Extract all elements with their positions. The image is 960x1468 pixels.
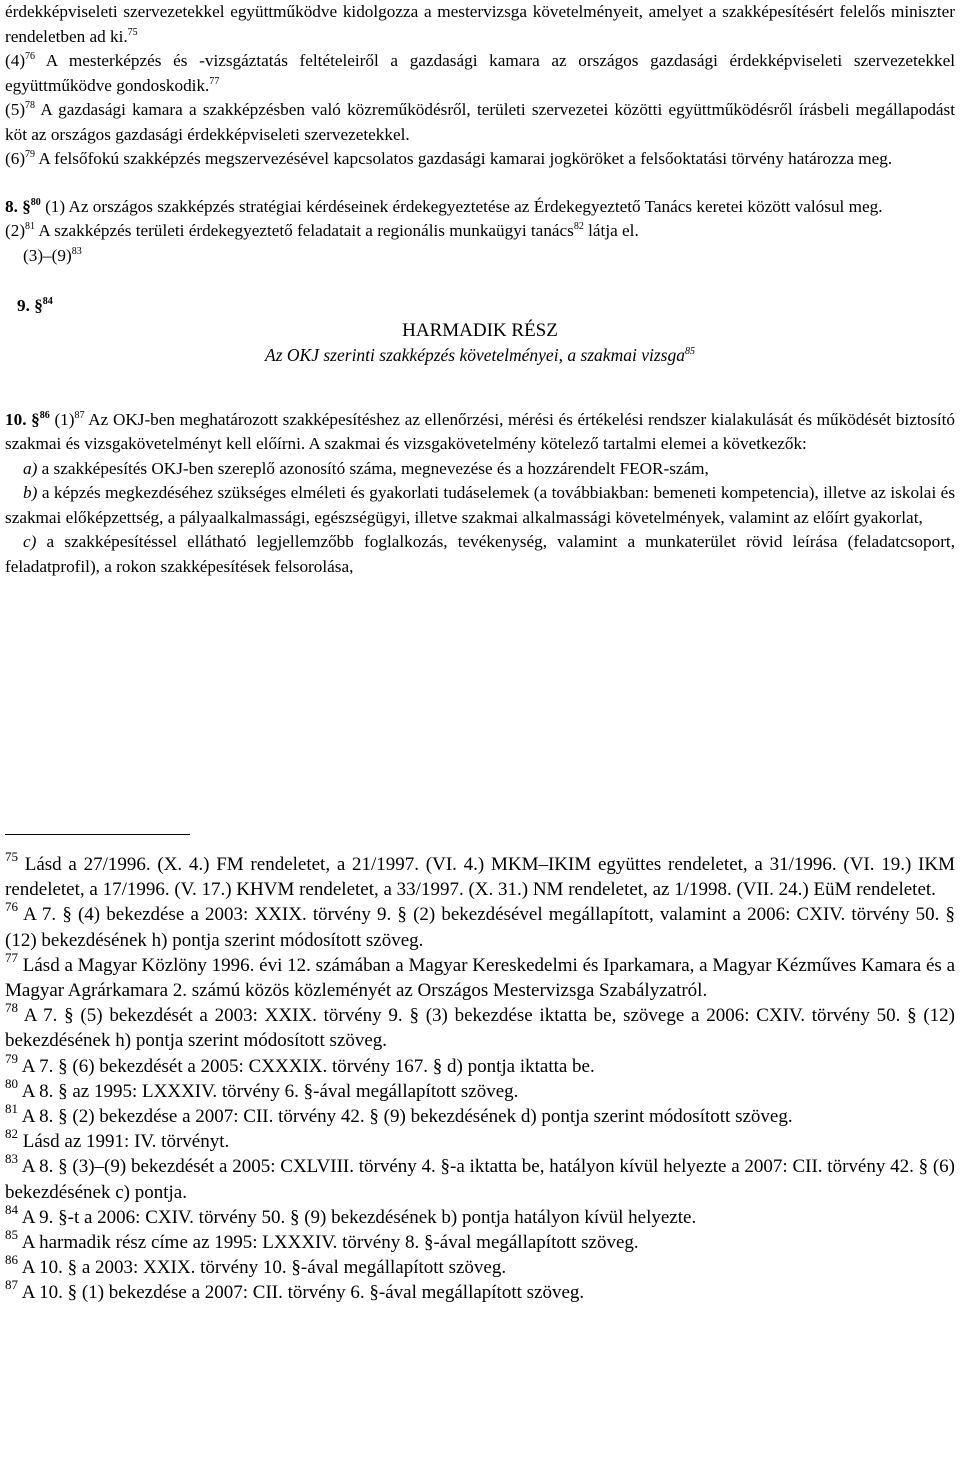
footnote-ref-79[interactable]: 79 bbox=[25, 149, 36, 160]
paragraph-label: (5) bbox=[5, 100, 26, 119]
paragraph-label: (2) bbox=[5, 221, 26, 240]
footnote-number: 80 bbox=[5, 1075, 18, 1091]
paragraph-7-6 bbox=[5, 147, 955, 172]
footnote-text: A 7. § (4) bekezdése a 2003: XXIX. törvény 9. § (2) bekezdésével megállapított, valamint a 2006: CXIV. törvény 50. § (12) bekezdésének h) pontja szerint módosított szöveg. bbox=[5, 904, 956, 951]
footnote-87 bbox=[5, 1277, 955, 1305]
list-item-label: b) bbox=[23, 483, 38, 502]
section-symbol: § bbox=[31, 409, 40, 429]
footnote-ref-87[interactable]: 87 bbox=[74, 409, 85, 421]
footnote-80 bbox=[5, 1075, 955, 1104]
paragraph-text: látja el. bbox=[588, 221, 639, 240]
paragraph-label: (1) bbox=[54, 409, 75, 429]
footnote-75 bbox=[5, 849, 955, 902]
footnote-ref-80[interactable]: 80 bbox=[30, 196, 41, 208]
footnote-ref-85[interactable]: 85 bbox=[684, 346, 695, 357]
footnote-76 bbox=[5, 899, 956, 952]
footnote-79 bbox=[5, 1050, 955, 1079]
footnote-number: 77 bbox=[5, 949, 18, 965]
section-8-paragraph-3-9 bbox=[5, 244, 955, 269]
footnote-number: 83 bbox=[5, 1151, 18, 1167]
footnote-number: 82 bbox=[5, 1126, 18, 1142]
section-8-paragraph-1 bbox=[5, 195, 955, 220]
part-subtitle bbox=[5, 343, 955, 368]
paragraph-label: (6) bbox=[5, 149, 26, 168]
section-8-paragraph-2 bbox=[5, 219, 955, 244]
section-number: 9. bbox=[17, 296, 30, 315]
footnote-81 bbox=[5, 1101, 955, 1129]
footnote-ref-84[interactable]: 84 bbox=[42, 296, 53, 307]
paragraph-text: A gazdasági kamara a szakképzésben való közreműködésről, területi szervezetei közötti együttműködésről írásbeli megállapodást köt az országos gazdasági érdekképviseleti szervezetekkel. bbox=[5, 100, 956, 144]
footnote-text: Lásd a Magyar Közlöny 1996. évi 12. számában a Magyar Kereskedelmi és Iparkamara, a Magyar Kézműves Kamara és a Magyar Agrárkamara 2. számú közös közleményét az Országos Mestervizsga Szabályzatról. bbox=[5, 954, 956, 1002]
footnote-83 bbox=[5, 1151, 956, 1204]
document-page bbox=[5, 0, 955, 579]
footnote-ref-77[interactable]: 77 bbox=[209, 75, 220, 87]
footnote-85 bbox=[5, 1227, 955, 1255]
list-item-c bbox=[5, 530, 955, 579]
section-number: 10. bbox=[5, 409, 27, 429]
list-item-label: a) bbox=[23, 458, 38, 478]
list-item-text: a képzés megkezdéséhez szükséges elméleti és gyakorlati tudáselemek (a továbbiakban: bemeneti kompetencia), illetve az iskolai és szakmai előképzettség, a pályaalkalmassági, egészségügyi, illetve szakmai alkalmassági követelmények, valamint az előírt gyakorlat, bbox=[5, 483, 956, 527]
footnote-ref-75[interactable]: 75 bbox=[127, 26, 138, 38]
paragraph-text: (1) Az országos szakképzés stratégiai kérdéseinek érdekegyeztetése az Érdekegyeztető Tanács keretei között valósul meg. bbox=[45, 196, 883, 216]
paragraph-7-3-continuation bbox=[5, 0, 955, 49]
footnote-78 bbox=[5, 1000, 955, 1053]
footnote-text: A 10. § a 2003: XXIX. törvény 10. §-ával megállapított szöveg. bbox=[21, 1257, 507, 1279]
list-item-text: a szakképesítéssel ellátható legjellemzőbb foglalkozás, tevékenység, valamint a munkaterület rövid leírása (feladatcsoport, feladatprofil), a rokon szakképesítések felsorolása, bbox=[5, 532, 956, 576]
footnote-number: 86 bbox=[5, 1252, 18, 1268]
paragraph-text: érdekképviseleti szervezetekkel együttműködve kidolgozza a mestervizsga követelményeit, amelyet a szakképesítésért felelős miniszter rendeletben ad ki. bbox=[5, 2, 955, 46]
footnote-text: A 7. § (5) bekezdését a 2003: XXIX. törvény 9. § (3) bekezdése iktatta be, szövege a 2006: CXIV. törvény 50. § (12) bekezdésének h) pontja szerint módosított szöveg. bbox=[5, 1005, 955, 1052]
section-10-paragraph-1 bbox=[5, 408, 955, 457]
footnote-ref-82[interactable]: 82 bbox=[573, 221, 584, 232]
footnote-86 bbox=[5, 1252, 955, 1280]
list-item-b bbox=[5, 481, 955, 530]
footnote-text: A 10. § (1) bekezdése a 2007: CII. törvény 6. §-ával megállapított szöveg. bbox=[21, 1282, 585, 1304]
footnote-number: 87 bbox=[5, 1277, 18, 1293]
footnotes bbox=[5, 849, 956, 1306]
paragraph-text: A szakképzés területi érdekegyeztető feladatait a regionális munkaügyi tanács bbox=[38, 221, 574, 240]
footnote-separator bbox=[5, 834, 190, 835]
paragraph-text: Az OKJ-ben meghatározott szakképesítéshez az ellenőrzési, mérési és értékelési rendszer kialakulását és működését biztosító szakmai és vizsgakövetelményt kell előírni. A szakmai és vizsgakövetelmény kötelező tartalmi elemei a következők: bbox=[5, 409, 956, 453]
footnote-text: Lásd a 27/1996. (X. 4.) FM rendeletet, a 21/1997. (VI. 4.) MKM–IKIM együttes rendeletet, a 31/1996. (VI. 19.) IKM rendeletet, a 17/1996. (V. 17.) KHVM rendeletet, a 33/1997. (X. 31.) NM rendeletet, az 1/1998. (VII. 24.) EüM rendeletet. bbox=[5, 854, 955, 901]
footnote-text: A 7. § (6) bekezdését a 2005: CXXXIX. törvény 167. § d) pontja iktatta be. bbox=[21, 1055, 595, 1077]
footnote-ref-76[interactable]: 76 bbox=[25, 51, 36, 62]
footnote-text: A 8. § (3)–(9) bekezdését a 2005: CXLVIII. törvény 4. §-a iktatta be, hatályon kívül helyezte a 2007: CII. törvény 42. § (6) bekezdésének c) pontja. bbox=[5, 1156, 956, 1203]
footnote-ref-86[interactable]: 86 bbox=[39, 409, 50, 421]
paragraph-text: A felsőfokú szakképzés megszervezésével kapcsolatos gazdasági kamarai jogköröket a felsőoktatási törvény határozza meg. bbox=[38, 149, 893, 168]
paragraph-7-5 bbox=[5, 98, 955, 147]
footnote-number: 79 bbox=[5, 1050, 18, 1066]
footnote-text: A 8. § az 1995: LXXXIV. törvény 6. §-ával megállapított szöveg. bbox=[21, 1080, 519, 1102]
footnote-84 bbox=[5, 1201, 955, 1230]
paragraph-7-4 bbox=[5, 49, 955, 98]
section-9 bbox=[5, 294, 955, 319]
footnote-number: 84 bbox=[5, 1201, 18, 1217]
footnote-number: 76 bbox=[5, 899, 18, 915]
footnote-number: 81 bbox=[5, 1101, 18, 1117]
section-symbol: § bbox=[34, 296, 43, 315]
paragraph-text: A mesterképzés és -vizsgáztatás feltételeiről a gazdasági kamara az országos gazdasági érdekképviseleti szervezetekkel együttműködve gondoskodik. bbox=[5, 51, 955, 95]
list-item-a bbox=[5, 457, 955, 482]
footnote-text: Lásd az 1991: IV. törvényt. bbox=[22, 1131, 230, 1153]
section-symbol: § bbox=[22, 196, 31, 216]
footnote-number: 78 bbox=[5, 1000, 18, 1016]
footnote-text: A 9. §-t a 2006: CXIV. törvény 50. § (9) bekezdésének b) pontja hatályon kívül helyezte. bbox=[21, 1206, 697, 1228]
footnote-82 bbox=[5, 1126, 955, 1154]
footnote-ref-78[interactable]: 78 bbox=[25, 100, 36, 111]
paragraph-label: (3)–(9) bbox=[23, 245, 72, 265]
footnote-ref-83[interactable]: 83 bbox=[71, 245, 82, 257]
footnote-number: 75 bbox=[5, 849, 18, 864]
part-subtitle-text: Az OKJ szerinti szakképzés követelményei, a szakmai vizsga bbox=[265, 345, 685, 365]
list-item-text: a szakképesítés OKJ-ben szereplő azonosító száma, megnevezése és a hozzárendelt FEOR-szám, bbox=[41, 458, 709, 478]
paragraph-label: (4) bbox=[5, 51, 26, 70]
section-number: 8. bbox=[5, 196, 18, 216]
footnote-text: A 8. § (2) bekezdése a 2007: CII. törvény 42. § (9) bekezdésének d) pontja szerint módosított szöveg. bbox=[21, 1106, 793, 1128]
list-item-label: c) bbox=[23, 532, 37, 551]
footnote-77 bbox=[5, 949, 956, 1003]
footnote-ref-81[interactable]: 81 bbox=[25, 221, 36, 232]
footnote-text: A harmadik rész címe az 1995: LXXXIV. törvény 8. §-ával megállapított szöveg. bbox=[21, 1232, 639, 1254]
footnote-number: 85 bbox=[5, 1227, 18, 1243]
part-title: HARMADIK RÉSZ bbox=[402, 319, 558, 341]
